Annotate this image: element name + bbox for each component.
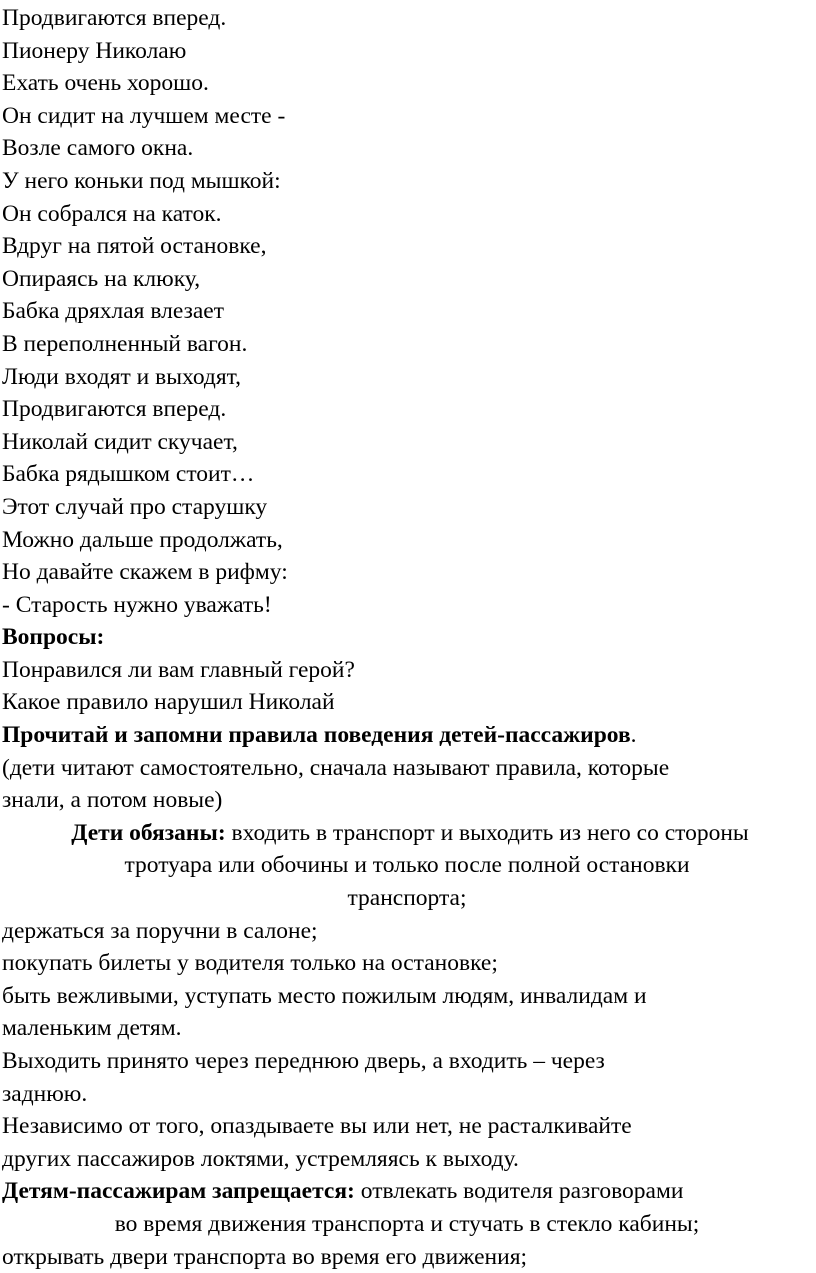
poem-line: Люди входят и выходят, [2,363,242,390]
questions-heading: Вопросы: [2,624,105,651]
obligation-item: других пассажиров локтями, устремляясь к выходу. [2,1145,519,1172]
rules-note: (дети читают самостоятельно, сначала называют правила, которые [2,754,670,781]
poem-line: Николай сидит скучает, [2,428,238,455]
poem-line: Но давайте скажем в рифму: [2,559,288,586]
poem-line: Он собрался на каток. [2,200,222,227]
poem-line: Продвигаются вперед. [2,5,227,31]
question-item: Понравился ли вам главный герой? [2,656,355,683]
poem-line: У него коньки под мышкой: [2,167,281,194]
poem-line: Бабка рядышком стоит… [2,461,255,488]
obligation-item: заднюю. [2,1080,88,1107]
poem-line: Пионеру Николаю [2,37,187,64]
prohibitions-section [2,1175,816,1273]
prohibitions-text: во время движения транспорта и стучать в стекло кабины; [114,1210,700,1237]
rules-heading: Прочитай и запомни правила поведения детей-пассажиров [2,722,631,749]
poem-line: Ехать очень хорошо. [2,70,209,97]
obligation-item: покупать билеты у водителя только на остановке; [2,950,498,977]
question-item: Какое правило нарушил Николай [2,689,335,716]
poem-line: Он сидит на лучшем месте - [2,102,286,129]
prohibitions-text: отвлекать водителя разговорами [354,1178,684,1205]
obligation-item: Выходить принято через переднюю дверь, а входить – через [2,1048,605,1074]
obligations-text: тротуара или обочины и только после полной остановки [124,852,690,879]
poem-line: Бабка дряхлая влезает [2,298,224,325]
obligations-heading: Дети обязаны: [71,819,226,846]
obligations-section [2,817,816,1176]
rules-heading-line [2,719,816,752]
poem-line: Этот случай про старушку [2,493,268,520]
obligations-text: входить в транспорт и выходить из него со стороны [225,819,749,846]
poem [2,2,816,621]
poem-line: Вдруг на пятой остановке, [2,233,267,260]
rules-note: знали, а потом новые) [2,787,223,814]
questions-section [2,621,816,719]
poem-line: Можно дальше продолжать, [2,526,283,553]
obligation-item: быть вежливыми, уступать место пожилым людям, инвалидам и [2,982,647,1009]
prohibitions-first-line [2,1175,816,1208]
obligations-text: транспорта; [347,885,467,912]
poem-line: Продвигаются вперед. [2,396,227,423]
prohibition-item: открывать двери транспорта во время его движения; [2,1243,528,1270]
obligation-item: Независимо от того, опаздываете вы или нет, не расталкивайте [2,1113,632,1140]
rules-heading-tail: . [630,722,637,749]
obligation-item: маленьким детям. [2,1015,182,1042]
poem-line: В переполненный вагон. [2,330,248,357]
poem-line: Опираясь на клюку, [2,265,201,292]
obligation-item: держаться за поручни в салоне; [2,917,318,944]
rules-intro [2,719,816,817]
prohibitions-heading: Детям-пассажирам запрещается: [2,1178,355,1205]
poem-line: - Старость нужно уважать! [2,591,272,618]
poem-line: Возле самого окна. [2,135,194,162]
obligations-first-line [2,817,816,850]
